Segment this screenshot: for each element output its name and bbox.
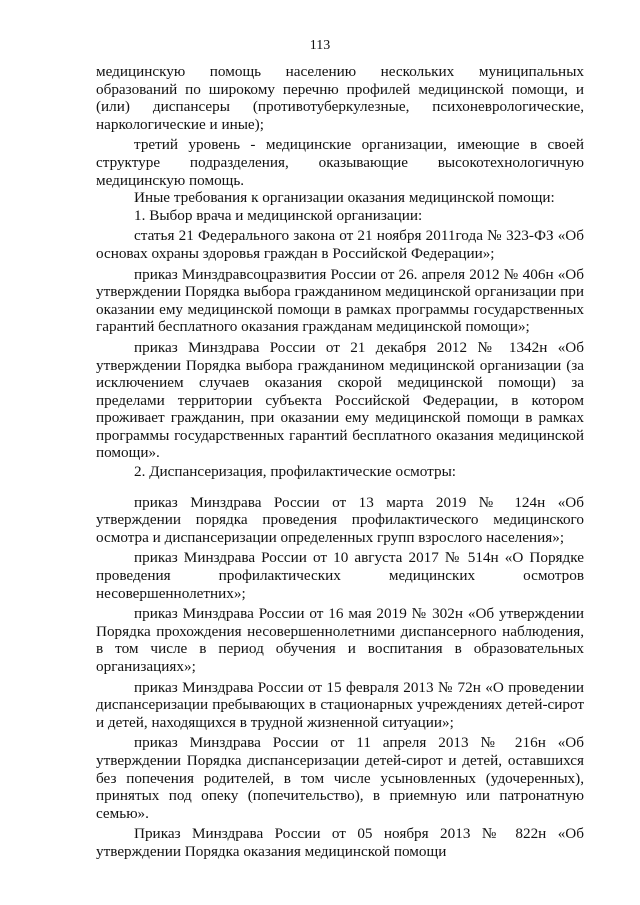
paragraph-levels-continuation: медицинскую помощь населению нескольких муниципальных образований по широкому перечню профилей медицинской помощи, и (или) диспансеры (противотуберкулезные, психоневрологические, наркологические и иные); [96,63,584,133]
paragraph-other-requirements: Иные требования к организации оказания медицинской помощи: [134,189,555,207]
paragraph-third-level: третий уровень - медицинские организации, имеющие в своей структуре подразделения, оказывающие высокотехнологичную медицинскую помощь. [96,136,584,189]
section-heading-dispensarization: 2. Диспансеризация, профилактические осмотры: [134,463,457,481]
paragraph-federal-law-323: статья 21 Федерального закона от 21 ноября 2011года № 323-ФЗ «Об основах охраны здоровья граждан в Российской Федерации»; [96,227,584,262]
paragraph-order-302n: приказ Минздрава России от 16 мая 2019 № 302н «Об утверждении Порядка прохождения несовершеннолетними диспансерного наблюдения, в том числе в период обучения и воспитания в образовательных организациях»; [96,605,584,675]
paragraph-order-124n: приказ Минздрава России от 13 марта 2019 № 124н «Об утверждении порядка проведения профилактического медицинского осмотра и диспансеризации определенных групп взрослого населения»; [96,493,584,546]
page-number: 113 [309,38,331,53]
paragraph-order-1342n: приказ Минздрава России от 21 декабря 2012 № 1342н «Об утверждении Порядка выбора гражданином медицинской организации (за исключением случаев оказания скорой медицинской помощи) за пределами территории субъекта Российской Федерации, в котором проживает гражданин, при оказании ему медицинской помощи в рамках программы государственных гарантий бесплатного оказания медицинской помощи». [96,338,584,462]
paragraph-order-406n: приказ Минздравсоцразвития России от 26. апреля 2012 № 406н «Об утверждении Порядка выбора гражданином медицинской организации при оказании ему медицинской помощи в рамках программы государственных гарантий бесплатного оказания гражданам медицинской помощи»; [96,265,584,336]
paragraph-order-216n: приказ Минздрава России от 11 апреля 2013 № 216н «Об утверждении Порядка диспансеризации детей-сирот и детей, оставшихся без попечения родителей, в том числе усыновленных (удочеренных), принятых под опеку (попечительство), в приемную или патронатную семью». [96,734,584,822]
paragraph-order-822n: Приказ Минздрава России от 05 ноября 2013 № 822н «Об утверждении Порядка оказания медицинской помощи [96,825,584,860]
section-heading-choice-of-doctor: 1. Выбор врача и медицинской организации: [134,206,423,224]
document-body [96,63,584,861]
paragraph-order-72n: приказ Минздрава России от 15 февраля 2013 № 72н «О проведении диспансеризации пребывающих в стационарных учреждениях детей-сирот и детей, находящихся в трудной жизненной ситуации»; [96,678,584,731]
paragraph-order-514n: приказ Минздрава России от 10 августа 2017 № 514н «О Порядке проведения профилактических медицинских осмотров несовершеннолетних»; [96,549,584,602]
